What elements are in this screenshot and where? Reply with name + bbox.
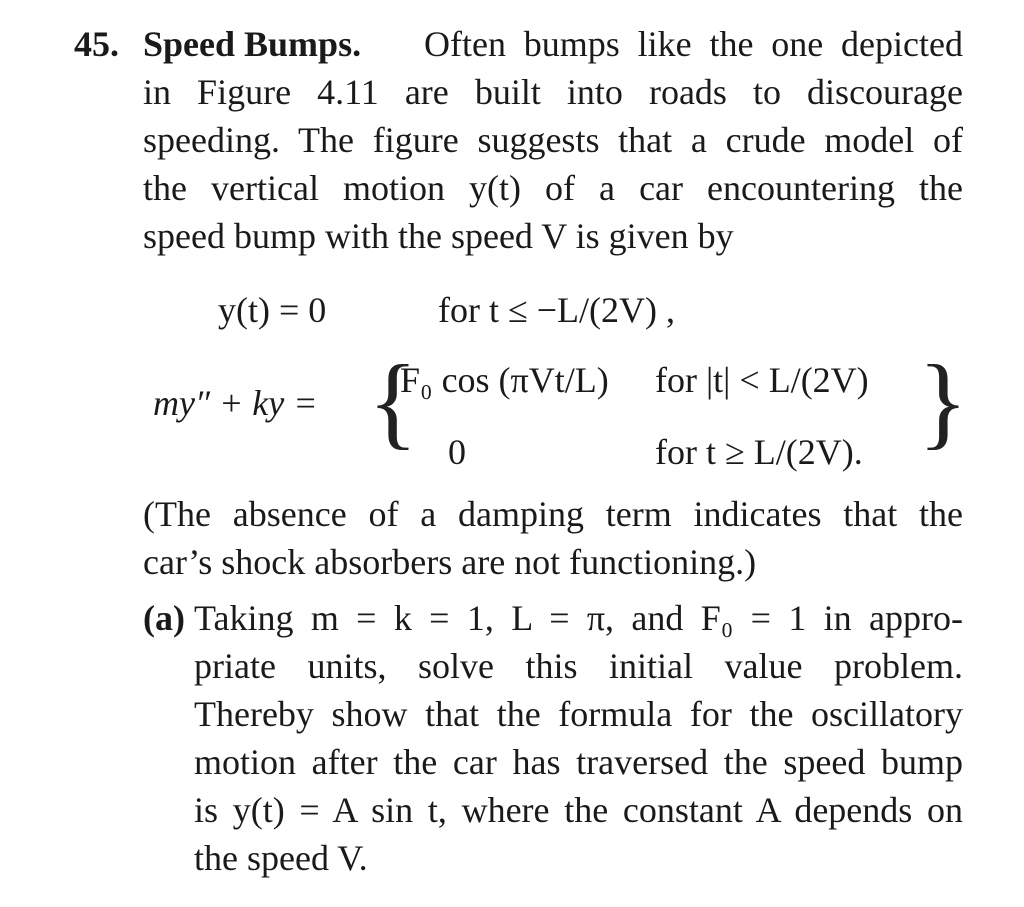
part-a-line-2: priate units, solve this initial value problem.: [194, 646, 963, 686]
left-brace: {: [368, 344, 418, 459]
equation-1-lhs: y(t) = 0: [218, 290, 327, 330]
note-line-2: car’s shock absorbers are not functioning.): [143, 542, 757, 582]
case-2-expression: 0: [448, 432, 466, 472]
case-1-expression: F₀ cos (πVt/L): [400, 360, 609, 400]
part-a-label: (a): [143, 598, 185, 638]
problem-number: 45.: [74, 24, 119, 64]
intro-line-5: speed bump with the speed V is given by: [143, 216, 734, 256]
part-a-line-3: Thereby show that the formula for the oscillatory: [194, 694, 963, 734]
part-a-line-1: Taking m = k = 1, L = π, and F₀ = 1 in appro-: [194, 598, 963, 638]
case-1-condition: for |t| < L/(2V): [655, 360, 869, 400]
note-line-1: (The absence of a damping term indicates that the: [143, 494, 963, 534]
intro-line-4: the vertical motion y(t) of a car encountering the: [143, 168, 963, 208]
intro-line-2: in Figure 4.11 are built into roads to discourage: [143, 72, 963, 112]
part-a-line-4: motion after the car has traversed the speed bump: [194, 742, 963, 782]
right-brace: }: [918, 344, 968, 459]
equation-2-lhs: my″ + ky =: [153, 383, 318, 423]
equation-1-condition: for t ≤ −L/(2V) ,: [438, 290, 676, 330]
case-2-condition: for t ≥ L/(2V).: [655, 432, 863, 472]
intro-line-3: speeding. The figure suggests that a crude model of: [143, 120, 963, 160]
part-a-line-5: is y(t) = A sin t, where the constant A depends on: [194, 790, 963, 830]
problem-title: Speed Bumps.: [143, 24, 362, 64]
part-a-line-6: the speed V.: [194, 838, 368, 878]
intro-line-1: Often bumps like the one depicted: [424, 24, 963, 64]
